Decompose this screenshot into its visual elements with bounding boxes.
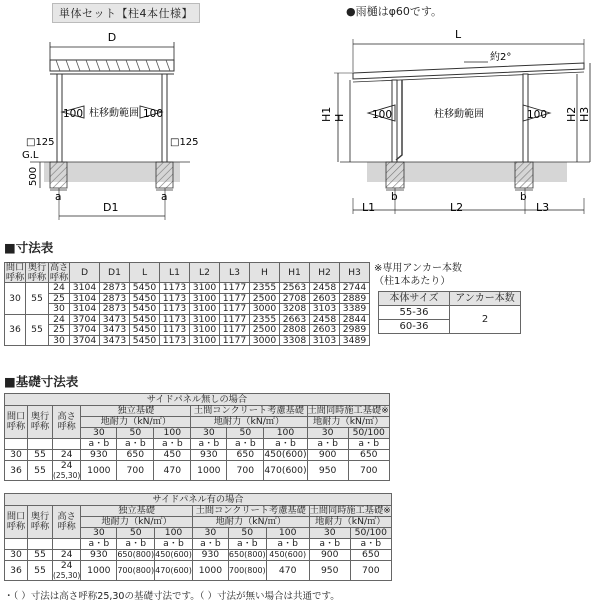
range-value-left: 100 xyxy=(63,108,84,120)
foundation-table-no-panel: サイドパネル無しの場合 間口 呼称 奥行 呼称 高さ 呼称 独立基礎 土間コンクリート考慮基礎 土間同時施工基礎※ 地耐力（kN/㎡） 地耐力（kN/㎡） 地耐力（kN/㎡） 30 50 100 30 50 100 30 50/100 a・b a・b a・b a・b a・b a・b a・b a・b 30 55 24 930 650 450 930 650 450(600) 900 650 36 55 24 (25,30) 1000 700 470 1000 700 470(600) 950 700 xyxy=(4,393,390,481)
label-b-right: b xyxy=(520,191,527,203)
slope-label: 約2° xyxy=(490,52,512,63)
table-row: 25 3104 2873 5450 1173 3100 1177 2500 2708 2603 2889 xyxy=(5,293,370,304)
post-side-left xyxy=(392,80,397,172)
label-l3: L3 xyxy=(536,201,550,214)
post-right xyxy=(162,74,167,172)
post-size-left: □125 xyxy=(26,137,55,148)
range-value-side-left: 100 xyxy=(372,109,393,121)
foundation-side-left xyxy=(386,162,404,188)
label-l1: L1 xyxy=(362,201,376,214)
range-label-side: 柱移動範囲 xyxy=(434,109,484,120)
table-row: 36 55 24 3704 3473 5450 1173 3100 1177 2355 2663 2458 2844 xyxy=(5,314,370,325)
range-label-front: 柱移動範囲 xyxy=(89,108,139,119)
gl-label: G.L xyxy=(22,150,39,161)
table-row: 30 55 24 3104 2873 5450 1173 3100 1177 2355 2563 2458 2744 xyxy=(5,283,370,294)
label-a-left: a xyxy=(55,191,62,203)
front-view xyxy=(22,31,199,220)
side-view xyxy=(320,28,591,214)
label-h3: H3 xyxy=(578,106,591,122)
dimension-section-title: ■寸法表 xyxy=(4,240,54,255)
depth-label: 500 xyxy=(28,166,39,186)
dimension-table: 間口 呼称 奥行 呼称 高さ 呼称 D D1 L L1 L2 L3 H H1 H2 H3 30 55 24 3104 2873 5450 1173 3100 1177 2355 2563 2458 2744 25 3104 2873 5450 1173 3100 1177 2500 2708 2603 2889 30 3104 2873 5450 1173 3100 1177 3000 3208 3103 3389 36 55 24 3704 3473 5450 1173 3100 1177 2355 2663 2458 2844 25 3704 3473 5450 1173 3100 1177 2500 2808 2603 2989 30 3704 3473 5450 1173 3100 1177 3000 3308 3103 3489 xyxy=(4,262,370,346)
post-side-right xyxy=(523,74,528,172)
table-row: 30 3104 2873 5450 1173 3100 1177 3000 3208 3103 3389 xyxy=(5,304,370,315)
post-left xyxy=(57,74,62,172)
label-h: H xyxy=(333,113,346,122)
anchor-note: ※専用アンカー本数 （柱1本あたり） xyxy=(374,263,462,287)
table-row: 55-36 2 xyxy=(379,306,521,320)
foundation-table-with-panel: サイドパネル有の場合 間口 呼称 奥行 呼称 高さ 呼称 独立基礎 土間コンクリート考慮基礎 土間同時施工基礎※ 地耐力（kN/㎡） 地耐力（kN/㎡） 地耐力（kN/㎡） 30 50 100 30 50 100 30 50/100 a・b a・b a・b a・b a・b a・b a・b a・b 30 55 24 930 650(800) 450(600) 930 650(800) 450(600) 900 650 36 55 24 (25,30) 1000 700(800) 470(600) 1000 700(800) 470 950 700 xyxy=(4,493,392,581)
range-value-right: 100 xyxy=(143,108,164,120)
foundation-right xyxy=(156,162,173,188)
foundation-left xyxy=(50,162,67,188)
range-value-side-right: 100 xyxy=(527,109,548,121)
label-d: D xyxy=(107,31,117,44)
foundation-side-right xyxy=(515,162,533,188)
table-row: 30 55 24 930 650(800) 450(600) 930 650(800) 450(600) 900 650 xyxy=(5,550,392,561)
foundation-section-title: ■基礎寸法表 xyxy=(4,374,79,389)
set-type-tag: 単体セット【柱4本仕様】 xyxy=(52,3,200,23)
label-d1: D1 xyxy=(103,201,119,214)
label-h2: H2 xyxy=(565,106,578,122)
label-l: L xyxy=(455,28,462,41)
table-row: 30 55 24 930 650 450 930 650 450(600) 900 650 xyxy=(5,450,390,461)
table-row: 36 55 24 (25,30) 1000 700(800) 470(600) 1000 700(800) 470 950 700 xyxy=(5,561,392,581)
roof-front xyxy=(50,60,174,71)
anchor-table: 本体サイズ アンカー本数 55-36 2 60-36 xyxy=(378,291,521,334)
label-h1: H1 xyxy=(320,106,333,122)
label-l2: L2 xyxy=(450,201,464,214)
table-row: 25 3704 3473 5450 1173 3100 1177 2500 2808 2603 2989 xyxy=(5,325,370,336)
footnote: ・（ ）寸法は高さ呼称25,30の基礎寸法です。（ ）寸法が無い場合は共通です。 xyxy=(4,591,340,602)
label-a-right: a xyxy=(161,191,168,203)
table-row: 60-36 xyxy=(379,320,521,334)
drawing-area xyxy=(0,0,600,235)
label-b-left: b xyxy=(391,191,398,203)
post-size-right: □125 xyxy=(170,137,199,148)
table-row: 30 3704 3473 5450 1173 3100 1177 3000 3308 3103 3489 xyxy=(5,335,370,346)
table-row: 36 55 24 (25,30) 1000 700 470 1000 700 470(600) 950 700 xyxy=(5,461,390,481)
gutter-note: ●雨樋はφ60です。 xyxy=(346,5,442,18)
